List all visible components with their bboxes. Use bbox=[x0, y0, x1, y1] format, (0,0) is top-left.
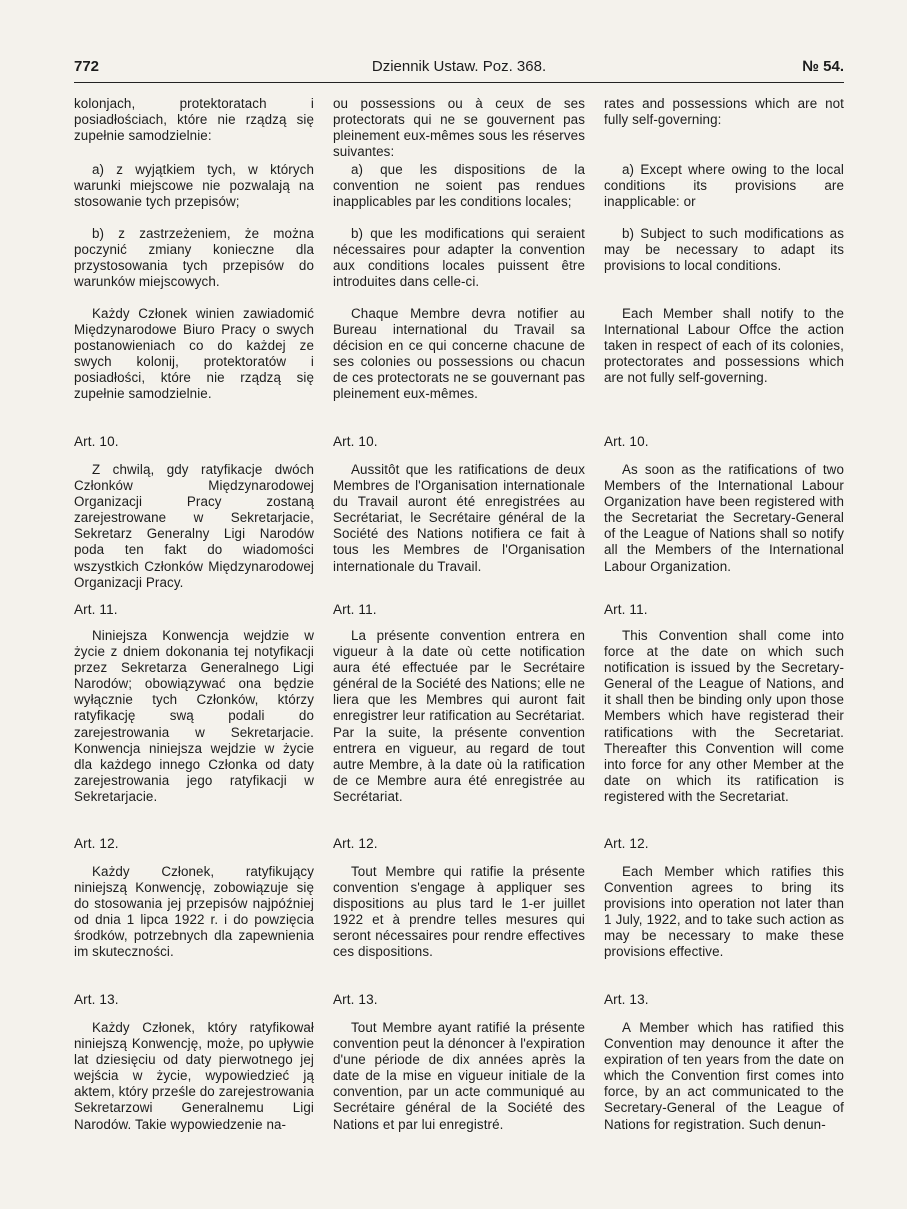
french-art11: La présente convention entrera en vigueur à la date où cette notification aura été effectuée par le Secrétaire général de la Société des Nations; elle ne liera que les Membres qui auront fait enregistrer leur ratification au Secrétariat. Par la suite, la présente convention entrera en vigueur, au regard de tout autre Membre, à la date où la ratification de ce Membre aura été enregistrée au Secrétariat. bbox=[333, 628, 585, 804]
article-heading: Art. 10. bbox=[333, 434, 378, 449]
article-heading: Art. 13. bbox=[74, 992, 119, 1007]
article-heading: Art. 12. bbox=[333, 836, 378, 851]
page-header bbox=[74, 58, 844, 83]
issue-number: № 54. bbox=[802, 58, 844, 75]
french-art10: Aussitôt que les ratifications de deux Membres de l'Organisation internationale du Travail auront été enregistrées au Secrétariat, le Secrétaire général de la Société des Nations notifiera ce fait à tous les Membres de l'Organisation internationale du Travail. bbox=[333, 462, 585, 574]
article-heading: Art. 11. bbox=[333, 602, 377, 617]
article-heading: Art. 11. bbox=[604, 602, 648, 617]
french-intro: ou possessions ou à ceux de ses protectorats qui ne se gouvernent pas pleinement eux-mêmes sous les réserves suivantes: bbox=[333, 96, 585, 160]
french-art12: Tout Membre qui ratifie la présente convention s'engage à appliquer ses dispositions au plus tard le 1-er juillet 1922 et à prendre telles mesures qui seront nécessaires pour rendre effectives ces dispositions. bbox=[333, 864, 585, 960]
english-notification: Each Member shall notify to the International Labour Offce the action taken in respect of each of its colonies, protectorates and possessions which are not fully self-governing. bbox=[604, 306, 844, 386]
polish-clause-b: b) z zastrzeżeniem, że można poczynić zmiany konieczne dla przystosowania tych przepisów do warunków miejscowych. bbox=[74, 226, 314, 290]
column-english bbox=[604, 96, 844, 1133]
article-heading: Art. 12. bbox=[604, 836, 649, 851]
french-clause-a: a) que les dispositions de la convention ne soient pas rendues inapplicables par les conditions locales; bbox=[333, 162, 585, 210]
english-clause-b: b) Subject to such modifications as may be necessary to adapt its provisions to local conditions. bbox=[604, 226, 844, 274]
french-notification: Chaque Membre devra notifier au Bureau international du Travail sa décision en ce qui concerne chacune de ses colonies ou possessions ou chacun de ces protectorats ne se gouvernant pas pleinement eux-mêmes. bbox=[333, 306, 585, 402]
polish-art13: Każdy Członek, który ratyfikował niniejszą Konwencję, może, po upływie lat dziesięciu od daty pierwotnego jej wejścia w życie, wypowiedzieć ją aktem, który prześle do zarejestrowania Sekretarzowi Generalnemu Ligi Narodów. Takie wypowiedzenie na- bbox=[74, 1020, 314, 1132]
column-polish bbox=[74, 96, 314, 1133]
column-french bbox=[333, 96, 585, 1133]
article-heading: Art. 13. bbox=[333, 992, 378, 1007]
article-heading: Art. 10. bbox=[74, 434, 119, 449]
english-intro: rates and possessions which are not fully self-governing: bbox=[604, 96, 844, 128]
polish-art12: Każdy Członek, ratyfikujący niniejszą Konwencję, zobowiązuje się do stosowania jej przepisów najpóźniej od dnia 1 lipca 1922 r. i do powzięcia środków, potrzebnych dla zapewnienia im skuteczności. bbox=[74, 864, 314, 960]
french-clause-b: b) que les modifications qui seraient nécessaires pour adapter la convention aux conditions locales puissent être introduites dans celle-ci. bbox=[333, 226, 585, 290]
article-heading: Art. 11. bbox=[74, 602, 118, 617]
polish-art11: Niniejsza Konwencja wejdzie w życie z dniem dokonania tej notyfikacji przez Sekretarza Generalnego Ligi Narodów; obowiązywać ona będzie wyłącznie tych Członków, którzy ratyfikację swą podali do zarejestrowania w Sekretarjacie. Konwencja niniejsza wejdzie w życie dla każdego innego Członka od daty zarejestrowania jego ratyfikacji w Sekretarjacie. bbox=[74, 628, 314, 804]
page-number: 772 bbox=[74, 58, 100, 75]
three-column-text bbox=[74, 96, 844, 1133]
polish-intro: kolonjach, protektoratach i posiadłościach, które nie rządzą się zupełnie samodzielnie: bbox=[74, 96, 314, 144]
polish-art10: Z chwilą, gdy ratyfikacje dwóch Członków Międzynarodowej Organizacji Pracy zostaną zarejestrowane w Sekretarjacie, Sekretarz Generalny Ligi Narodów poda ten fakt do wiadomości wszystkich Członków Międzynarodowej Organizacji Pracy. bbox=[74, 462, 314, 590]
polish-clause-a: a) z wyjątkiem tych, w których warunki miejscowe nie pozwalają na stosowanie tych przepisów; bbox=[74, 162, 314, 210]
english-art10: As soon as the ratifications of two Members of the International Labour Organization have been registered with the Secretariat the Secretary-General of the League of Nations shall so notify all the Members of the International Labour Organization. bbox=[604, 462, 844, 574]
english-art13: A Member which has ratified this Convention may denounce it after the expiration of ten years from the date on which the Convention first comes into force, by an act communicated to the Secretary-General of the League of Nations for registration. Such denun- bbox=[604, 1020, 844, 1132]
english-art11: This Convention shall come into force at the date on which such notification is issued by the Secretary-General of the League of Nations, and it shall then be binding only upon those Members which have registerad their ratifications with the Secretariat. Thereafter this Convention will come into force for any other Member at the date on which its ratification is registered with the Secretariat. bbox=[604, 628, 844, 804]
article-heading: Art. 12. bbox=[74, 836, 119, 851]
english-art12: Each Member which ratifies this Convention agrees to bring its provisions into operation not later than 1 July, 1922, and to take such action as may be necessary to make these provisions effective. bbox=[604, 864, 844, 960]
journal-title: Dziennik Ustaw. Poz. 368. bbox=[371, 58, 547, 75]
english-clause-a: a) Except where owing to the local conditions its provisions are inapplicable: or bbox=[604, 162, 844, 210]
article-heading: Art. 13. bbox=[604, 992, 649, 1007]
french-art13: Tout Membre ayant ratifié la présente convention peut la dénoncer à l'expiration d'une période de dix années après la date de la mise en vigueur initiale de la convention, par un acte communiqué au Secrétaire général de la Société des Nations et par lui enregistré. bbox=[333, 1020, 585, 1132]
article-heading: Art. 10. bbox=[604, 434, 649, 449]
polish-notification: Każdy Członek winien zawiadomić Międzynarodowe Biuro Pracy o swych postanowieniach co do każdej ze swych kolonij, protektoratów i posiadłości, które nie rządzą się zupełnie samodzielnie. bbox=[74, 306, 314, 402]
